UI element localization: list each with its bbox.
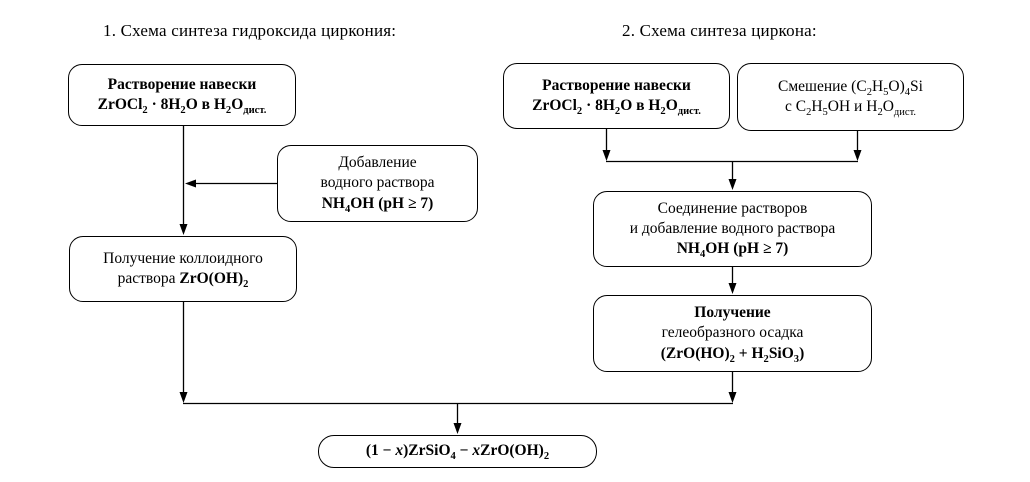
box-dissolve-zrocl2-left: Растворение навески ZrOCl$_2$ · $8H_2O$ в $H_2O_{дист.}$ — [68, 64, 296, 126]
box-combine-solutions: Соединение растворов и добавление водного раствора $NH_4OH$ (pH ≥ 7) — [593, 191, 872, 267]
connector-mix-teos-down — [854, 131, 862, 161]
connector-combine-to-gel — [729, 267, 737, 294]
box-mix-teos: Смешение $(C_2H_5O)_4Si$ с $C_2H_5OH$ и $H_2O_{дист.}$ — [737, 63, 964, 131]
connector-gel-to-merge — [729, 372, 737, 403]
connector-merge-to-product — [454, 404, 462, 435]
box-gel-precipitate: Получение гелеобразного осадка $(ZrO(HO)_2 + H_2SiO_3)$ — [593, 295, 872, 372]
box-dissolve-zrocl2-right: Растворение навески ZrOCl$_2$ · $8H_2O$ в $H_2O_{дист.}$ — [503, 63, 730, 129]
connector-dissolve-left-to-colloid — [180, 126, 188, 235]
connector-colloid-to-merge — [180, 302, 188, 403]
connector-nh4oh-to-main-line — [185, 180, 277, 188]
scheme-2-title: 2. Схема синтеза циркона: — [622, 21, 817, 40]
box-add-nh4oh: Добавление водного раствора $NH_4OH$ (pH ≥ 7) — [277, 145, 478, 222]
connector-dissolve-right-down — [603, 129, 611, 161]
box-colloid-solution: Получение коллоидного раствора $ZrO(OH)_2$ — [69, 236, 297, 302]
connector-merge-to-combine — [729, 162, 737, 191]
scheme-1-title: 1. Схема синтеза гидроксида циркония: — [103, 21, 397, 40]
box-final-product: (1 − x)ZrSiO$_4$ − $xZrO(OH)_2$ — [318, 435, 597, 468]
